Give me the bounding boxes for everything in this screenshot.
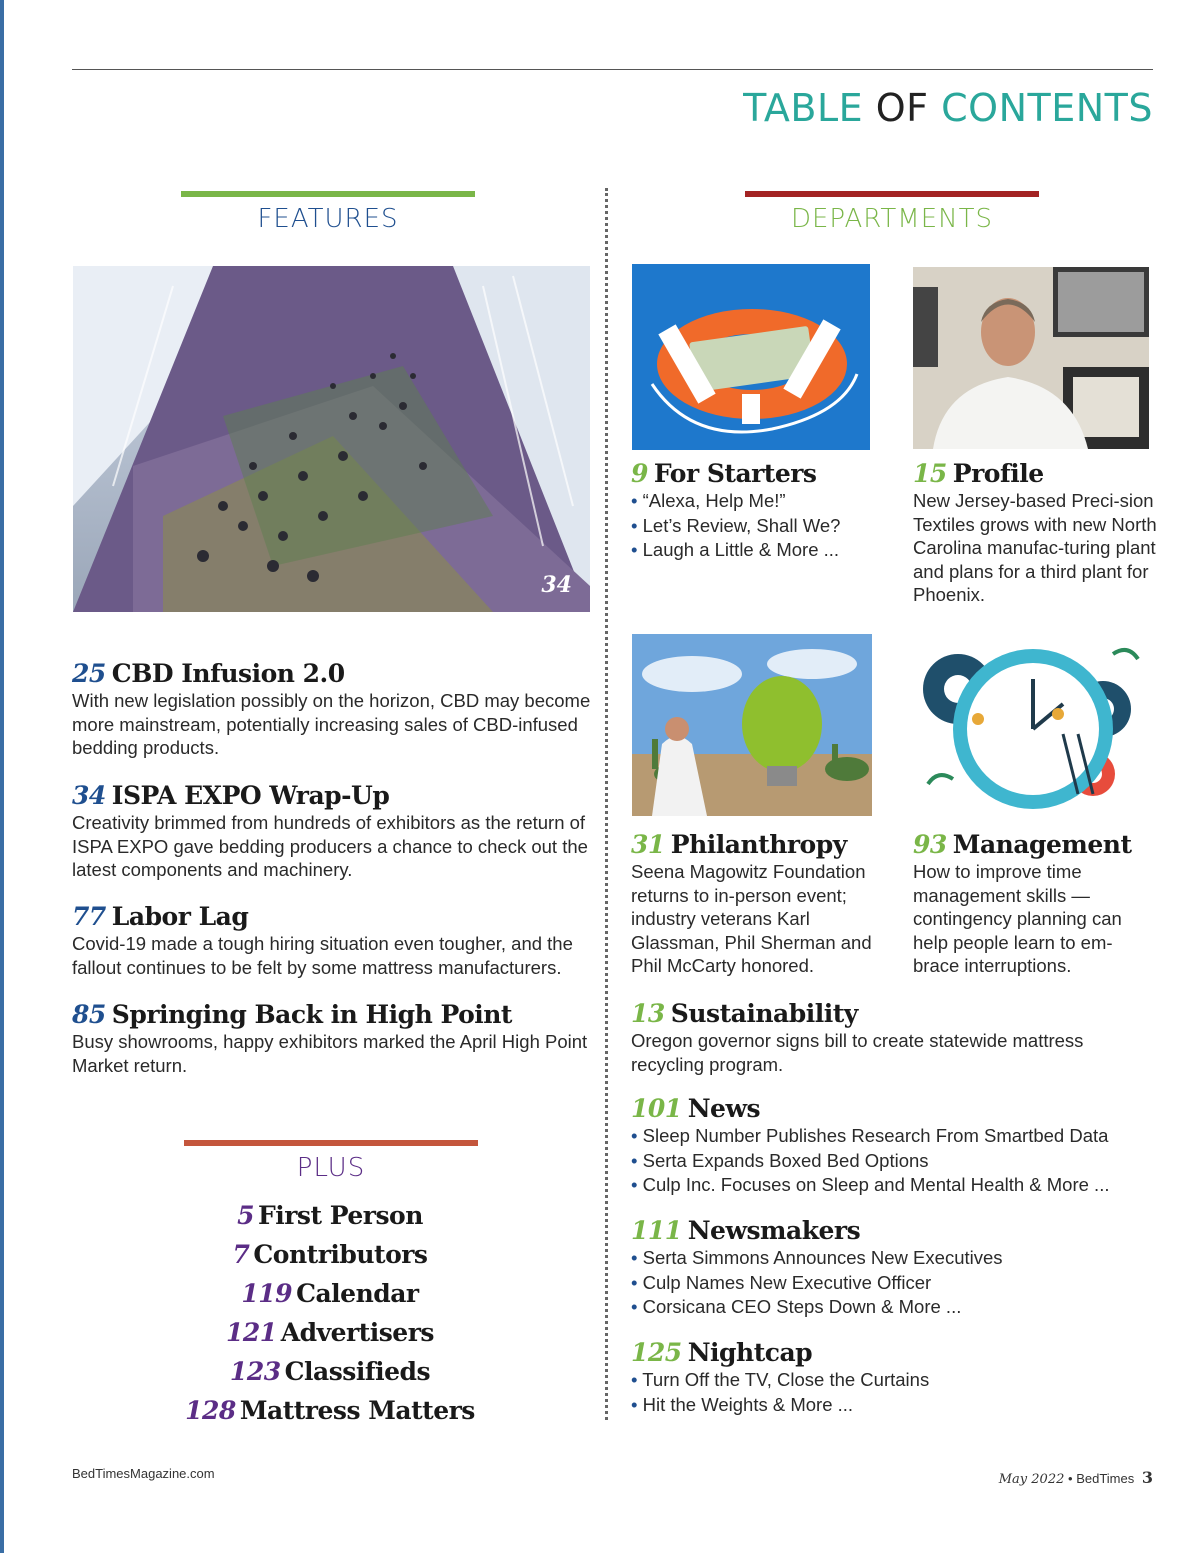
feature-description: Creativity brimmed from hundreds of exhibitors as the return of ISPA EXPO gave bedding producers a chance to check out the latest components and machinery. [72, 812, 588, 880]
plus-title: Advertisers [280, 1318, 434, 1347]
dept-for-starters[interactable] [631, 459, 891, 563]
plus-label: PLUS [296, 1153, 366, 1183]
plus-list [180, 1196, 480, 1430]
page-title [743, 86, 1153, 130]
expo-hall-photo[interactable] [73, 266, 590, 612]
feature-item[interactable] [72, 902, 592, 979]
bullet-list [631, 1124, 1161, 1198]
dept-description: Oregon governor signs bill to create statewide mattress recycling program. [631, 1030, 1084, 1075]
title-word-of: OF [875, 86, 929, 130]
footer-separator: • [1068, 1471, 1073, 1486]
dept-page-number: 15 [913, 459, 947, 488]
clock-gears-icon [913, 634, 1145, 816]
plus-title: Mattress Matters [239, 1396, 475, 1425]
life-ring-money-illustration [632, 264, 870, 450]
plus-page-number: 123 [229, 1357, 281, 1386]
list-item[interactable]: • Hit the Weights & More ... [631, 1393, 1161, 1418]
list-item[interactable]: • Turn Off the TV, Close the Curtains [631, 1368, 1161, 1393]
left-edge-bar [0, 0, 4, 1553]
dept-news[interactable] [631, 1094, 1161, 1198]
plus-item[interactable] [180, 1391, 480, 1430]
plus-page-number: 128 [185, 1396, 236, 1425]
plus-item[interactable] [180, 1235, 480, 1274]
feature-title: Springing Back in High Point [111, 1000, 512, 1029]
dept-page-number: 13 [631, 999, 665, 1028]
list-item[interactable]: • Serta Expands Boxed Bed Options [631, 1149, 1161, 1174]
dept-sustainability[interactable] [631, 999, 1151, 1076]
dept-profile[interactable] [913, 459, 1158, 607]
plus-item[interactable] [180, 1352, 480, 1391]
plus-item[interactable] [180, 1196, 480, 1235]
feature-item[interactable] [72, 781, 592, 882]
list-item[interactable]: • Let’s Review, Shall We? [631, 514, 891, 539]
list-item[interactable]: • “Alexa, Help Me!” [631, 489, 891, 514]
dept-nightcap[interactable] [631, 1338, 1161, 1417]
dept-title: Philanthropy [670, 830, 847, 859]
dept-title: Newsmakers [687, 1216, 861, 1245]
dept-title: Management [952, 830, 1132, 859]
bullet-list [631, 1246, 1161, 1320]
feature-title: ISPA EXPO Wrap-Up [111, 781, 390, 810]
dept-page-number: 125 [631, 1338, 682, 1367]
plus-title: First Person [258, 1201, 423, 1230]
bullet-list [631, 1368, 1161, 1417]
dept-page-number: 111 [631, 1216, 682, 1245]
list-item[interactable]: • Sleep Number Publishes Research From Smartbed Data [631, 1124, 1161, 1149]
column-divider [605, 188, 608, 1420]
list-item[interactable]: • Serta Simmons Announces New Executives [631, 1246, 1161, 1271]
dept-title: For Starters [653, 459, 817, 488]
feature-page-number: 77 [72, 902, 106, 931]
list-item[interactable]: • Culp Names New Executive Officer [631, 1271, 1161, 1296]
dept-title: Nightcap [687, 1338, 813, 1367]
management-illustration[interactable] [913, 634, 1145, 816]
dept-description: How to improve time management skills — contingency planning can help people learn to em-brace interruptions. [913, 861, 1122, 976]
plus-page-number: 121 [226, 1318, 277, 1347]
feature-description: With new legislation possibly on the horizon, CBD may become more mainstream, potentially increasing sales of CBD-infused bedding products. [72, 690, 591, 758]
dept-management[interactable] [913, 830, 1158, 978]
expo-hall-illustration [73, 266, 590, 612]
feature-page-number: 34 [72, 781, 106, 810]
plus-page-number: 5 [237, 1201, 255, 1230]
dept-description: New Jersey-based Preci-sion Textiles grows with new North Carolina manufac-turing plant and plans for a third plant for Phoenix. [913, 490, 1157, 605]
bullet-list [631, 489, 891, 563]
dept-newsmakers[interactable] [631, 1216, 1161, 1320]
dept-page-number: 9 [631, 459, 648, 488]
features-label: FEATURES [257, 204, 399, 234]
list-item[interactable]: • Corsicana CEO Steps Down & More ... [631, 1295, 1161, 1320]
life-ring-photo[interactable] [632, 264, 870, 450]
philanthropy-photo[interactable] [632, 634, 872, 816]
features-bar [181, 191, 475, 197]
feature-title: Labor Lag [111, 902, 249, 931]
feature-item[interactable] [72, 659, 592, 760]
feature-title: CBD Infusion 2.0 [111, 659, 345, 688]
dept-page-number: 31 [631, 830, 665, 859]
dept-page-number: 93 [913, 830, 947, 859]
title-word-table: TABLE [743, 86, 864, 130]
plus-bar [184, 1140, 478, 1146]
feature-description: Busy showrooms, happy exhibitors marked the April High Point Market return. [72, 1031, 588, 1076]
dept-page-number: 101 [631, 1094, 682, 1123]
top-rule [72, 69, 1153, 70]
footer-issue: May 2022 [998, 1472, 1065, 1487]
feature-page-number: 85 [72, 1000, 106, 1029]
departments-bar [745, 191, 1039, 197]
plus-item[interactable] [180, 1274, 480, 1313]
plus-title: Classifieds [284, 1357, 431, 1386]
dept-philanthropy[interactable] [631, 830, 891, 978]
feature-description: Covid-19 made a tough hiring situation even tougher, and the fallout continues to be felt by some mattress manufacturers. [72, 933, 573, 978]
portrait-illustration [913, 267, 1149, 449]
plus-page-number: 7 [232, 1240, 250, 1269]
photo-page-number: 34 [541, 572, 572, 598]
departments-label: DEPARTMENTS [790, 204, 993, 234]
feature-page-number: 25 [72, 659, 106, 688]
dept-title: Profile [952, 459, 1044, 488]
feature-item[interactable] [72, 1000, 592, 1077]
footer-folio [999, 1468, 1153, 1487]
footer-magazine: BedTimes [1076, 1471, 1135, 1486]
dept-title: News [687, 1094, 761, 1123]
plus-item[interactable] [180, 1313, 480, 1352]
garden-sculpture-illustration [632, 634, 872, 816]
dept-title: Sustainability [670, 999, 858, 1028]
footer-page-number: 3 [1141, 1468, 1153, 1487]
footer-site[interactable]: BedTimesMagazine.com [72, 1466, 215, 1481]
list-item[interactable]: • Laugh a Little & More ... [631, 538, 891, 563]
title-word-contents: CONTENTS [941, 86, 1153, 130]
profile-portrait-photo[interactable] [913, 267, 1149, 449]
plus-title: Calendar [296, 1279, 419, 1308]
list-item[interactable]: • Culp Inc. Focuses on Sleep and Mental Health & More ... [631, 1173, 1161, 1198]
plus-title: Contributors [253, 1240, 428, 1269]
plus-page-number: 119 [241, 1279, 293, 1308]
dept-description: Seena Magowitz Foundation returns to in-person event; industry veterans Karl Glassman, Phil Sherman and Phil McCarty honored. [631, 861, 872, 976]
